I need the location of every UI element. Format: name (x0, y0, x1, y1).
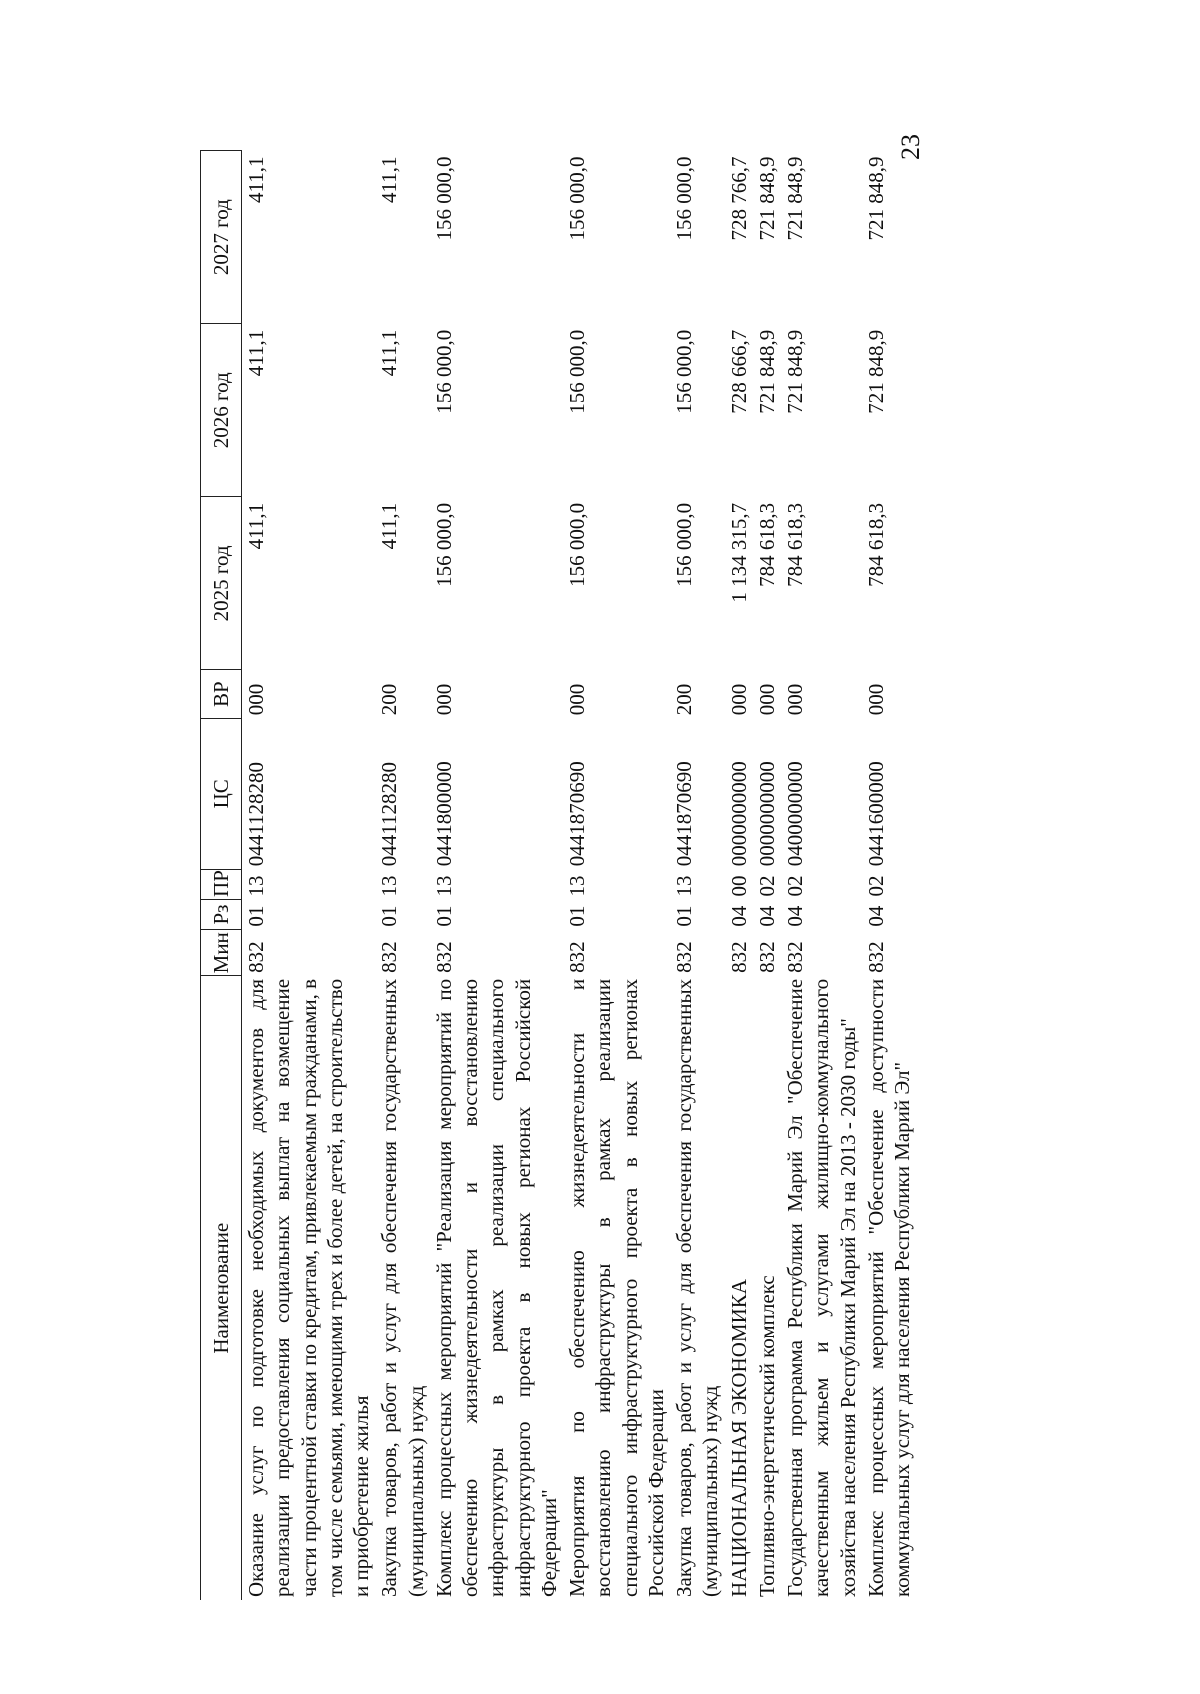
row-vr: 200 (377, 683, 402, 716)
row-cs: 0000000000 (754, 761, 779, 867)
row-cs: 0441600000 (863, 761, 888, 867)
row-2025: 411,1 (244, 502, 268, 550)
row-2026: 411,1 (377, 329, 402, 377)
row-rz: 04 (863, 905, 888, 927)
row-2026: 156 000,0 (565, 329, 589, 414)
table-row (781, 151, 862, 1601)
row-rz: 01 (244, 905, 268, 927)
header-name: Наименование (201, 976, 242, 1600)
row-cs: 0441128280 (377, 762, 402, 867)
row-rz: 04 (783, 905, 807, 927)
table-row (563, 151, 670, 1601)
row-min: 832 (672, 941, 696, 973)
row-cs: 0441870690 (672, 761, 696, 867)
row-pr: 13 (565, 875, 589, 897)
row-2025: 784 618,3 (783, 502, 807, 587)
row-rz: 01 (672, 905, 696, 927)
row-2027: 156 000,0 (565, 156, 589, 241)
row-2027: 721 848,9 (754, 156, 779, 241)
row-2025: 784 618,3 (754, 502, 779, 587)
row-cs: 0441128280 (244, 762, 268, 867)
row-rz: 04 (726, 905, 751, 927)
row-pr: 13 (431, 875, 456, 897)
row-vr: 000 (726, 683, 751, 716)
table-row (753, 151, 781, 1601)
table-row (430, 151, 563, 1601)
row-name: Мероприятия по обеспечению жизнедеятельности и восстановлению инфраструктуры в рамках реализации специального инфраструктурного проекта в новых регионах Российской Федерации (565, 978, 668, 1597)
row-vr: 000 (244, 683, 268, 716)
row-2026: 411,1 (244, 329, 268, 377)
row-name: Оказание услуг по подготовке необходимых документов для реализации предоставления социальных выплат на возмещение части процентной ставки по кредитам, привлекаемым гражданами, в том числе семьями, имеющими трех и более детей, на строительство и приобретение жилья (244, 978, 373, 1597)
row-pr: 02 (863, 875, 888, 897)
row-vr: 000 (863, 683, 888, 716)
row-cs: 0400000000 (783, 761, 807, 867)
row-min: 832 (565, 941, 589, 973)
row-pr: 13 (672, 875, 696, 897)
row-pr: 13 (244, 875, 268, 897)
table-row (725, 151, 753, 1601)
row-rz: 04 (754, 905, 779, 927)
row-pr: 02 (783, 875, 807, 897)
rotated-page-content (200, 150, 914, 1600)
row-cs: 0441800000 (431, 761, 456, 867)
row-2027: 156 000,0 (431, 156, 456, 241)
row-name: Топливно-энергетический комплекс (754, 1275, 779, 1597)
row-2027: 156 000,0 (672, 156, 696, 241)
row-pr: 02 (754, 875, 779, 897)
budget-table (200, 150, 916, 1600)
row-2026: 156 000,0 (431, 329, 456, 414)
row-min: 832 (431, 941, 456, 973)
table-body (242, 151, 917, 1601)
row-rz: 01 (431, 905, 456, 927)
row-cs: 0000000000 (726, 761, 751, 867)
row-2025: 784 618,3 (863, 502, 888, 587)
row-min: 832 (244, 941, 268, 973)
table-row (242, 151, 376, 1601)
row-vr: 000 (431, 683, 456, 716)
page-number: 23 (896, 134, 925, 160)
header-min: Мин (201, 930, 242, 976)
row-rz: 01 (377, 905, 402, 927)
row-name: Закупка товаров, работ и услуг для обеспечения государственных (муниципальных) нужд (377, 978, 428, 1597)
row-name: НАЦИОНАЛЬНАЯ ЭКОНОМИКА (726, 1279, 751, 1597)
row-vr: 000 (754, 683, 779, 716)
row-min: 832 (783, 941, 807, 973)
table-row (670, 151, 725, 1601)
row-2025: 156 000,0 (431, 502, 456, 587)
row-vr: 000 (783, 683, 807, 716)
row-vr: 000 (565, 683, 589, 716)
row-cs: 0441870690 (565, 761, 589, 867)
row-min: 832 (726, 941, 751, 973)
row-2025: 411,1 (377, 502, 402, 550)
row-2025: 1 134 315,7 (726, 502, 751, 603)
row-2026: 156 000,0 (672, 329, 696, 414)
row-2026: 728 666,7 (726, 329, 751, 414)
table-row (375, 151, 430, 1601)
row-2026: 721 848,9 (754, 329, 779, 414)
row-name: Государственная программа Республики Марий Эл "Обеспечение качественным жильем и услугами жилищно-коммунального хозяйства населения Республики Марий Эл на 2013 - 2030 годы" (783, 978, 860, 1597)
row-2025: 156 000,0 (565, 502, 589, 587)
row-2027: 411,1 (377, 156, 402, 203)
row-rz: 01 (565, 905, 589, 927)
header-rz: Рз (201, 899, 242, 929)
header-vr: ВР (201, 670, 242, 718)
row-pr: 00 (726, 875, 751, 897)
row-2027: 411,1 (244, 156, 268, 203)
header-cs: ЦС (201, 718, 242, 869)
header-2025: 2025 год (201, 497, 242, 670)
row-min: 832 (754, 941, 779, 973)
table-header (201, 151, 242, 1601)
row-min: 832 (863, 941, 888, 973)
row-vr: 200 (672, 683, 696, 716)
row-2027: 728 766,7 (726, 156, 751, 241)
row-name: Комплекс процессных мероприятий "Реализация мероприятий по обеспечению жизнедеятельности и восстановлению инфраструктуры в рамках реализации специального инфраструктурного проекта в новых регионах Российской Федерации" (431, 978, 561, 1597)
row-2026: 721 848,9 (783, 329, 807, 414)
row-2026: 721 848,9 (863, 329, 888, 414)
row-2027: 721 848,9 (783, 156, 807, 241)
row-min: 832 (377, 941, 402, 973)
row-name: Закупка товаров, работ и услуг для обеспечения государственных (муниципальных) нужд (672, 978, 723, 1597)
header-2026: 2026 год (201, 324, 242, 497)
row-2027: 721 848,9 (863, 156, 888, 241)
header-pr: ПР (201, 869, 242, 899)
table-row (862, 151, 917, 1601)
row-2025: 156 000,0 (672, 502, 696, 587)
header-2027: 2027 год (201, 151, 242, 324)
row-pr: 13 (377, 875, 402, 897)
row-name: Комплекс процессных мероприятий "Обеспечение доступности коммунальных услуг для населения Республики Марий Эл" (863, 978, 914, 1597)
